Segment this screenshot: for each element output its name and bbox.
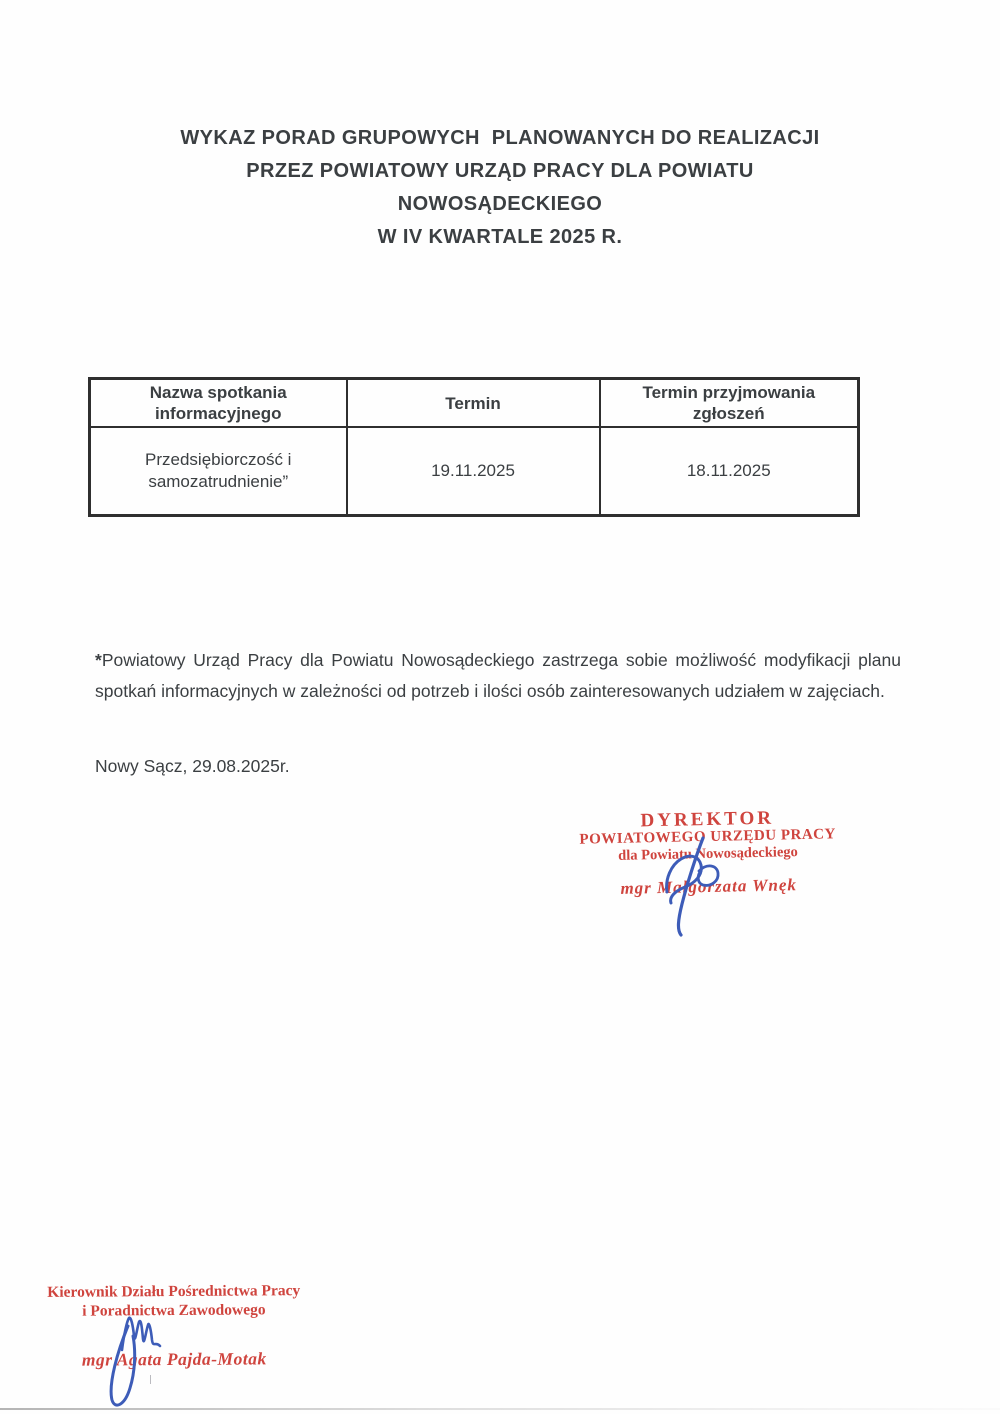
- manager-stamp-name: mgr Agata Pajda-Motak: [81, 1348, 267, 1370]
- document-title: [0, 122, 1000, 254]
- place-date: Nowy Sącz, 29.08.2025r.: [95, 756, 290, 776]
- cell-meeting-name: Przedsiębiorczość i samozatrudnienie”: [90, 427, 347, 515]
- director-stamp-office: POWIATOWEGO URZĘDU PRACY: [579, 826, 837, 848]
- manager-signature: [100, 1288, 170, 1412]
- title-line-2: PRZEZ POWIATOWY URZĄD PRACY DLA POWIATU: [246, 160, 754, 182]
- footnote-asterisk: *: [95, 650, 102, 670]
- director-stamp-name: mgr Małgorzata Wnęk: [620, 875, 798, 898]
- scan-artifact-tick: [150, 1375, 151, 1384]
- table-header-row: [90, 379, 859, 428]
- title-line-4: W IV KWARTALE 2025 R.: [377, 226, 623, 248]
- title-line-3: NOWOSĄDECKIEGO: [397, 193, 603, 215]
- header-termin-zgloszen: Termin przyjmowania zgłoszeń: [600, 379, 859, 428]
- director-stamp-title: DYREKTOR: [640, 807, 775, 832]
- schedule-table: [88, 377, 860, 517]
- manager-stamp-dept: i Poradnictwa Zawodowego: [82, 1301, 266, 1320]
- manager-stamp-title: Kierownik Działu Pośrednictwa Pracy: [47, 1282, 301, 1301]
- table-row: [90, 427, 859, 515]
- footnote-text: Powiatowy Urząd Pracy dla Powiatu Nowosądeckiego zastrzega sobie możliwość modyfikacji planu spotkań informacyjnych w zależności od potrzeb i ilości osób zainteresowanych udziałem w zajęciach.: [95, 650, 901, 701]
- header-termin: Termin: [347, 379, 600, 428]
- header-meeting-name: Nazwa spotkania informacyjnego: [90, 379, 347, 428]
- footnote: [95, 645, 901, 707]
- director-signature: [638, 822, 748, 937]
- scan-edge-line: [0, 1408, 1000, 1410]
- title-line-1: WYKAZ PORAD GRUPOWYCH PLANOWANYCH DO REALIZACJI: [180, 127, 820, 149]
- cell-termin-zgloszen: 18.11.2025: [600, 427, 859, 515]
- director-stamp-district: dla Powiatu Nowosądeckiego: [618, 844, 798, 864]
- cell-termin: 19.11.2025: [347, 427, 600, 515]
- manager-stamp: [28, 1281, 321, 1371]
